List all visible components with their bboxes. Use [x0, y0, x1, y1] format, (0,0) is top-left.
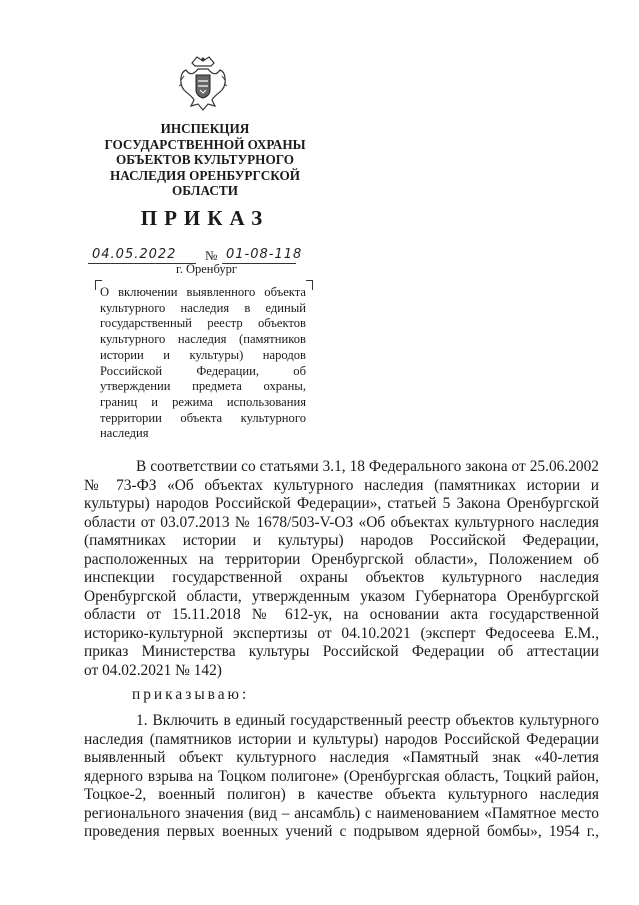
agency-line: НАСЛЕДИЯ ОРЕНБУРГСКОЙ: [110, 167, 300, 183]
item-line: выявленный объект культурного наследия «Памятный знак «40-летия: [84, 749, 599, 767]
subject-line: утверждении предмета охраны,: [100, 379, 306, 394]
preamble-line: расположенных на территории Оренбургской области», Положением об: [84, 550, 599, 568]
agency-line: ОБЛАСТИ: [172, 183, 238, 199]
item-line: ядерного взрыва на Тоцком полигоне» (Оренбургская область, Тоцкий район,: [84, 767, 599, 785]
preamble-paragraph: [84, 458, 599, 681]
document-number: 01-08-118: [226, 247, 303, 262]
document-title: ПРИКАЗ: [140, 206, 270, 230]
agency-line: ОБЪЕКТОВ КУЛЬТУРНОГО: [115, 152, 295, 168]
agency-line: ИНСПЕКЦИЯ: [160, 121, 250, 136]
preamble-line: Оренбургской области, утвержденным указом Губернатора Оренбургской: [84, 587, 599, 605]
preamble-line: В соответствии со статьями 3.1, 18 Федерального закона от 25.06.2002: [136, 458, 599, 475]
item-line: наследия (памятников истории и культуры) народов Российской Федерации: [84, 730, 599, 748]
item-line: Тоцкое-2, военный полигон) в качестве объекта культурного наследия: [84, 786, 599, 804]
item-line: 1. Включить в единый государственный реестр объектов культурного: [136, 712, 599, 729]
preamble-line: историко-культурной экспертизы от 04.10.2021 (эксперт Федосеева Е.М.,: [84, 624, 599, 642]
preamble-line: от 04.02.2021 № 142): [84, 662, 222, 680]
preamble-line: (памятниках истории и культуры) народов Российской Федерации,: [84, 532, 599, 550]
preamble-line: области от 03.07.2013 № 1678/503-V-ОЗ «Об объектах культурного наследия: [84, 513, 599, 531]
item-1-paragraph: [84, 712, 599, 842]
document-city: г. Оренбург: [176, 262, 237, 276]
order-word: приказываю:: [132, 686, 250, 703]
subject-line: истории и культуры) народов: [100, 347, 306, 362]
subject-line: территории объекта культурного: [100, 410, 306, 425]
agency-name: [88, 121, 322, 199]
preamble-line: приказ Министерства культуры Российской Федерации об аттестации: [84, 643, 599, 661]
preamble-line: инспекции государственной охраны объектов культурного наследия: [84, 569, 599, 587]
item-line: проведения первых военных учений с подрывом ядерной бомбы», 1954 г.,: [84, 823, 599, 841]
subject-line: Российской Федерации, об: [100, 363, 306, 378]
subject-line: наследия: [100, 426, 149, 441]
subject-line: границ и режима использования: [100, 394, 306, 409]
subject-line: государственный реестр объектов: [100, 316, 306, 331]
item-line: регионального значения (вид – ансамбль) с наименованием «Памятное место: [84, 804, 599, 822]
preamble-line: № 73-ФЗ «Об объектах культурного наследия (памятниках истории и: [84, 476, 599, 494]
subject-line: О включении выявленного объекта: [100, 285, 306, 299]
document-date: 04.05.2022: [92, 247, 177, 262]
document-subject: [100, 285, 306, 442]
preamble-line: области от 15.11.2018 № 612-ук, на основании акта государственной: [84, 606, 599, 624]
agency-line: ГОСУДАРСТВЕННОЙ ОХРАНЫ: [104, 136, 306, 152]
coat-of-arms-icon: [178, 54, 228, 116]
subject-line: культурного наследия (памятников: [100, 332, 306, 347]
subject-line: культурного наследия в единый: [100, 300, 306, 315]
preamble-line: культуры) народов Российской Федерации», статьей 5 Закона Оренбургской: [84, 495, 599, 513]
subject-bracket-right: [306, 280, 313, 290]
number-sign: №: [205, 248, 218, 263]
